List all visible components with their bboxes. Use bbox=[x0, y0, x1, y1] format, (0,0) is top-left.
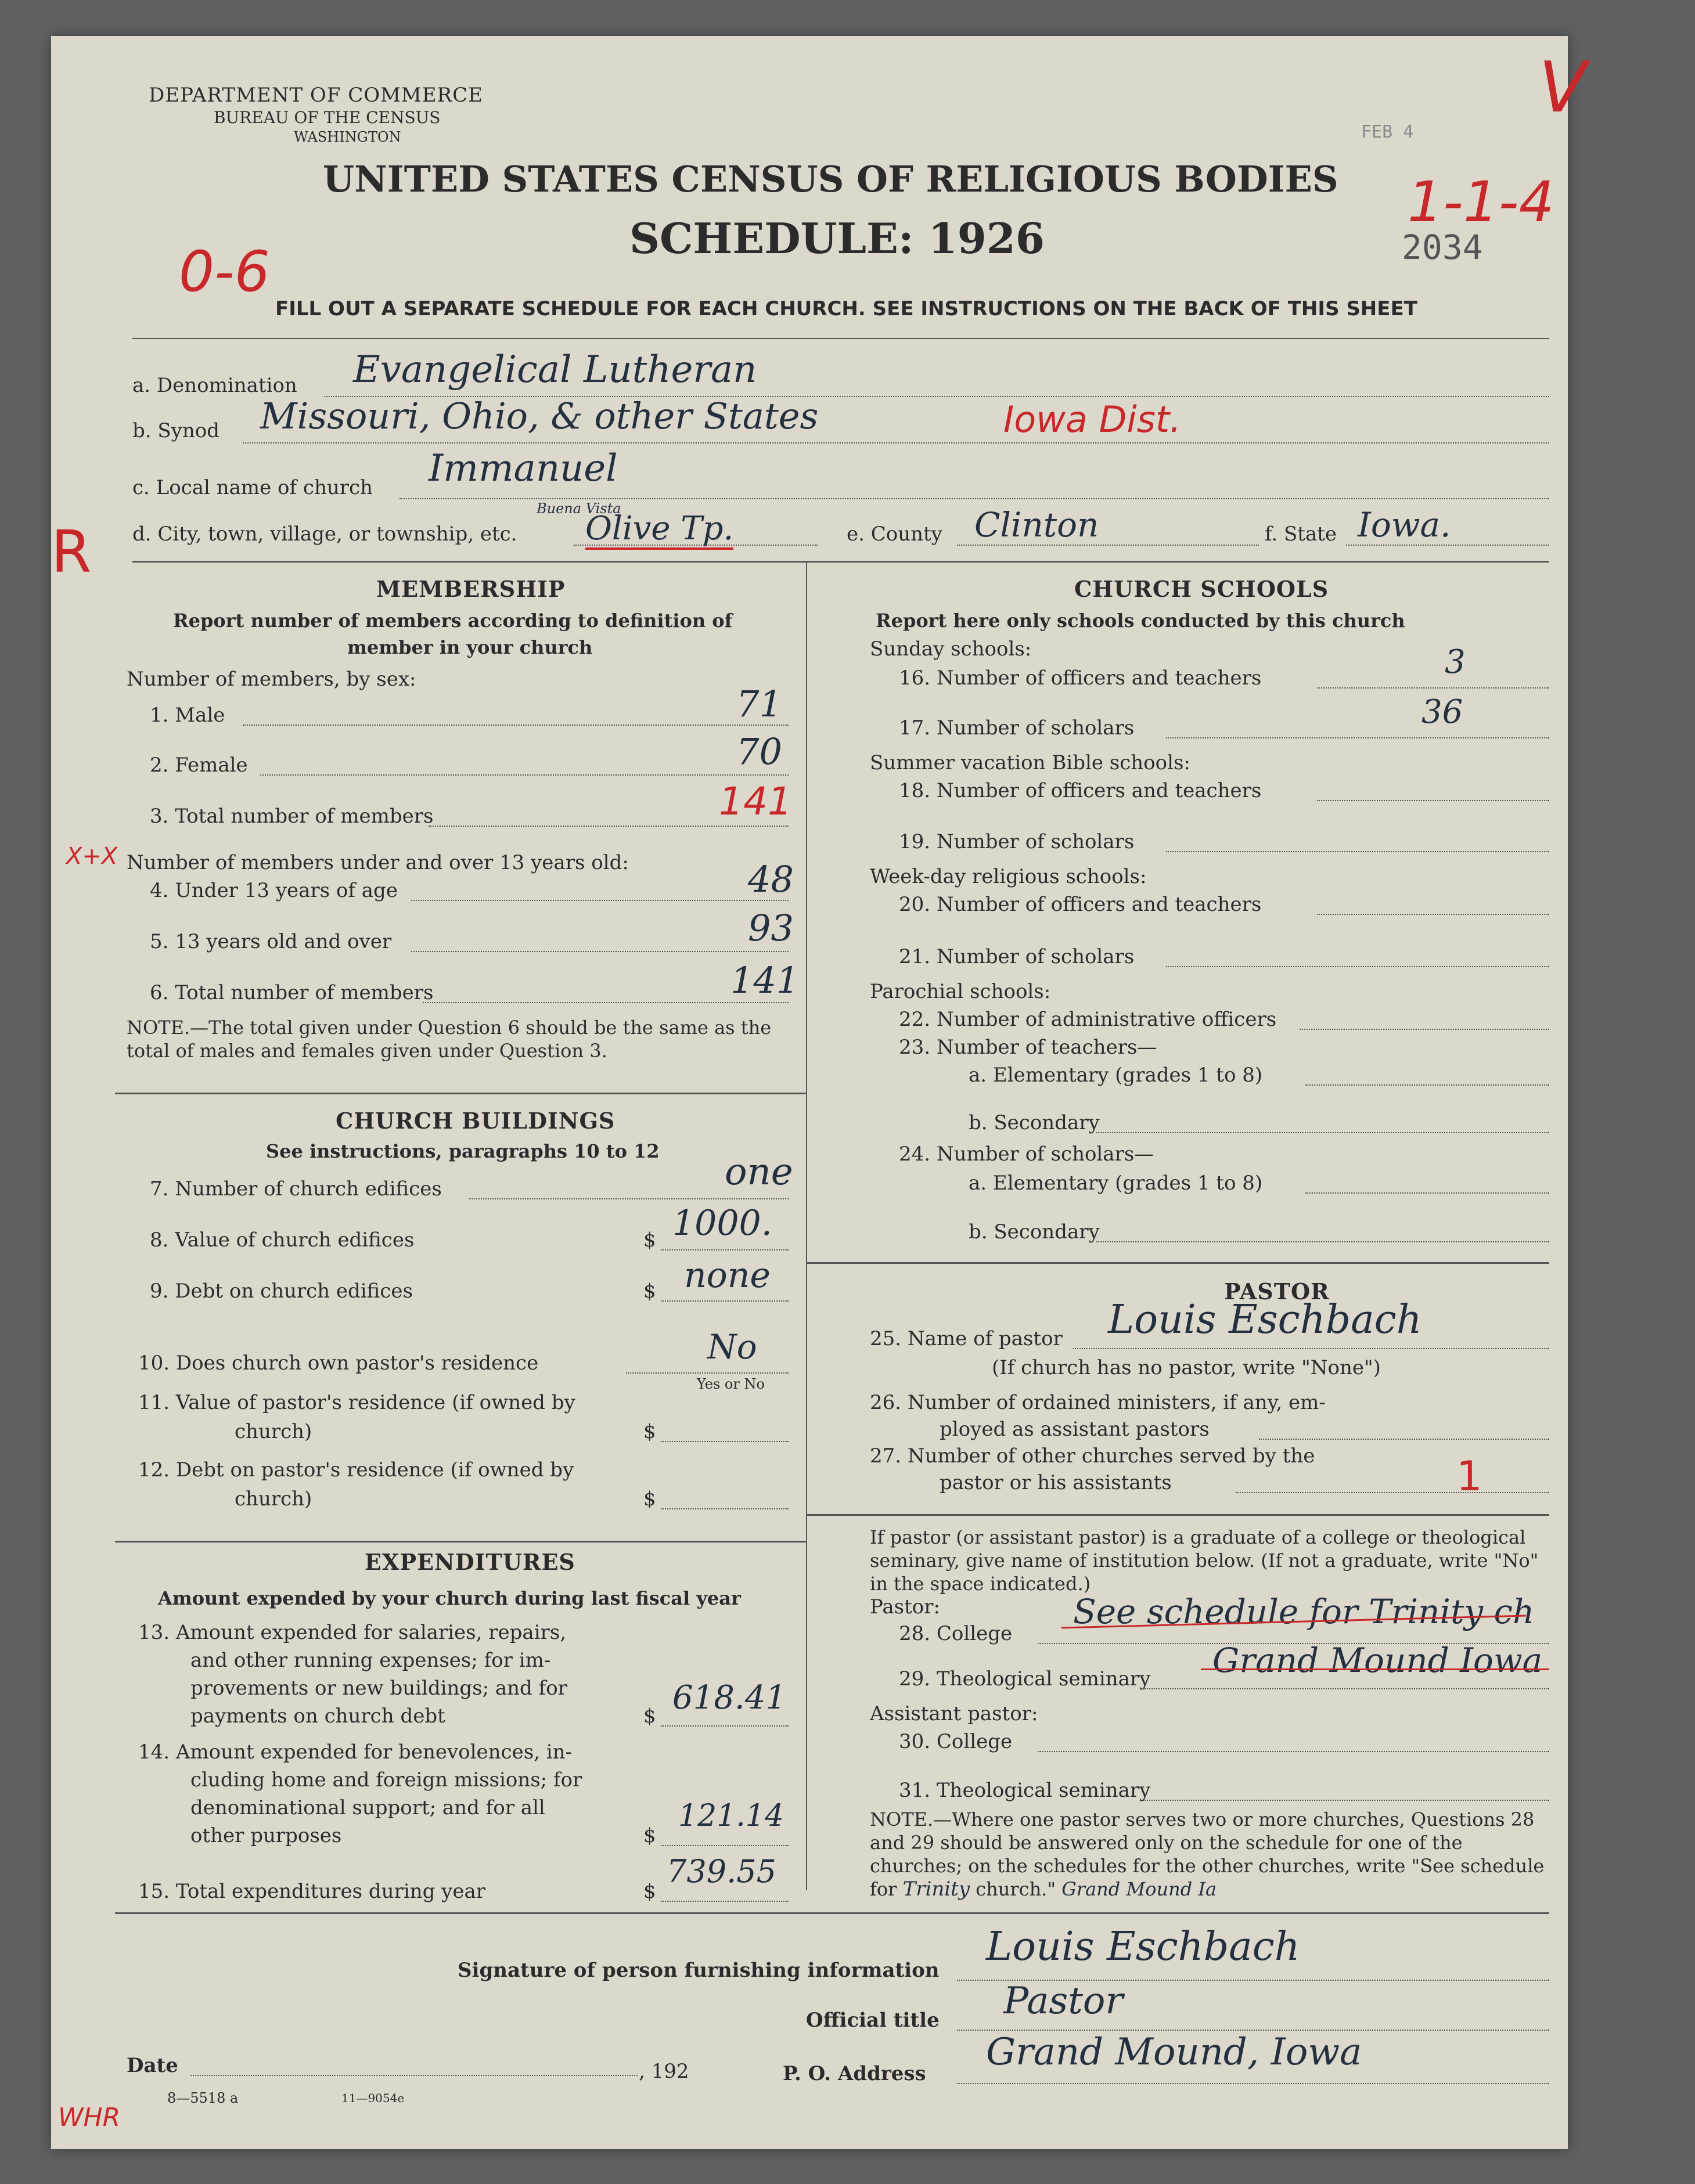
city-above-value: Buena Vista bbox=[537, 500, 621, 517]
red-bottom-initials: WHR bbox=[58, 2103, 121, 2132]
red-check-top: V bbox=[1539, 48, 1587, 128]
red-code-top-right: 1-1-4 bbox=[1408, 170, 1554, 235]
city-heading: WASHINGTON bbox=[294, 129, 401, 145]
q23a-label: a. Elementary (grades 1 to 8) bbox=[969, 1064, 1263, 1087]
schools-sub: Report here only schools conducted by this church bbox=[876, 610, 1405, 632]
members-by-age-label: Number of members under and over 13 years old: bbox=[127, 851, 629, 874]
pastor-note bbox=[870, 1808, 1549, 1901]
schools-title: CHURCH SCHOOLS bbox=[1074, 576, 1329, 602]
print-number: 11—9054e bbox=[341, 2091, 405, 2105]
q18-label: 18. Number of officers and teachers bbox=[899, 779, 1262, 802]
q25-label: 25. Name of pastor bbox=[870, 1327, 1063, 1350]
q1-male-value: 71 bbox=[736, 683, 782, 725]
q27-label-2: pastor or his assistants bbox=[940, 1471, 1172, 1494]
graduate-note: If pastor (or assistant pastor) is a graduate of a college or theological seminary, give name of institution below. (If not a graduate, write "No" in the space indicated.) bbox=[870, 1526, 1539, 1595]
received-stamp-date: FEB 4 bbox=[1361, 122, 1414, 142]
form-number: 8—5518 a bbox=[167, 2090, 239, 2106]
date-label: Date bbox=[127, 2054, 178, 2077]
q14-label: 14. Amount expended for benevolences, in- bbox=[138, 1740, 573, 1764]
sunday-schools-label: Sunday schools: bbox=[870, 637, 1032, 661]
instructions-line: FILL OUT A SEPARATE SCHEDULE FOR EACH CHURCH. SEE INSTRUCTIONS ON THE BACK OF THIS SHEET bbox=[275, 297, 1417, 320]
q6-total-value: 141 bbox=[730, 959, 800, 1001]
form-title: UNITED STATES CENSUS OF RELIGIOUS BODIES bbox=[323, 158, 1338, 200]
q9-dollar: $ bbox=[643, 1280, 656, 1303]
q14-dollar: $ bbox=[643, 1824, 656, 1847]
q10-label: 10. Does church own pastor's residence bbox=[138, 1352, 539, 1375]
weekday-schools-label: Week-day religious schools: bbox=[870, 865, 1147, 888]
county-value: Clinton bbox=[974, 505, 1099, 545]
q15-dollar: $ bbox=[643, 1880, 656, 1903]
district-value: Iowa Dist. bbox=[1003, 398, 1181, 441]
pastor-title: PASTOR bbox=[1224, 1278, 1330, 1304]
q3-total-value: 141 bbox=[719, 779, 792, 824]
q19-label: 19. Number of scholars bbox=[899, 830, 1135, 853]
q4-label: 4. Under 13 years of age bbox=[150, 879, 398, 902]
parochial-schools-label: Parochial schools: bbox=[870, 980, 1051, 1003]
q16-label: 16. Number of officers and teachers bbox=[899, 666, 1262, 690]
q10-value: No bbox=[707, 1327, 757, 1367]
q14-value: 121.14 bbox=[678, 1799, 784, 1833]
summer-schools-label: Summer vacation Bible schools: bbox=[870, 751, 1190, 774]
q22-label: 22. Number of administrative officers bbox=[899, 1008, 1277, 1031]
q28-label: 28. College bbox=[899, 1622, 1013, 1645]
pastor-name-value: Louis Eschbach bbox=[1108, 1297, 1422, 1343]
signature-label: Signature of person furnishing information bbox=[458, 1959, 940, 1982]
po-address-value: Grand Mound, Iowa bbox=[986, 2031, 1362, 2074]
q24b-label: b. Secondary bbox=[969, 1220, 1100, 1244]
q23b-label: b. Secondary bbox=[969, 1111, 1100, 1134]
q26-label-2: ployed as assistant pastors bbox=[940, 1418, 1210, 1441]
q15-total-value: 739.55 bbox=[667, 1853, 776, 1890]
q7-label: 7. Number of church edifices bbox=[150, 1177, 442, 1201]
q24-label: 24. Number of scholars— bbox=[899, 1143, 1154, 1166]
q21-label: 21. Number of scholars bbox=[899, 945, 1135, 968]
q9-label: 9. Debt on church edifices bbox=[150, 1280, 413, 1303]
date-year: , 192 bbox=[639, 2060, 689, 2083]
q11-dollar: $ bbox=[643, 1420, 656, 1443]
members-by-sex-label: Number of members, by sex: bbox=[127, 668, 416, 691]
q5-over13-value: 93 bbox=[748, 907, 794, 949]
q13-dollar: $ bbox=[643, 1704, 656, 1728]
pastor-sub-label: Pastor: bbox=[870, 1595, 940, 1619]
stamp-number: 2034 bbox=[1402, 228, 1483, 267]
q20-label: 20. Number of officers and teachers bbox=[899, 893, 1262, 916]
buildings-sub: See instructions, paragraphs 10 to 12 bbox=[266, 1140, 660, 1162]
q8-dollar: $ bbox=[643, 1228, 656, 1252]
q26-label: 26. Number of ordained ministers, if any, em- bbox=[870, 1391, 1326, 1414]
q28-value: See schedule for Trinity ch bbox=[1073, 1592, 1535, 1631]
official-title-value: Pastor bbox=[1003, 1980, 1124, 2023]
q29-label: 29. Theological seminary bbox=[899, 1667, 1151, 1691]
q13-value: 618.41 bbox=[672, 1679, 786, 1717]
state-value: Iowa. bbox=[1358, 505, 1451, 545]
census-schedule-sheet bbox=[51, 36, 1587, 2149]
county-label: e. County bbox=[847, 522, 942, 546]
pastor-note-end: church." bbox=[976, 1878, 1056, 1900]
q25-note: (If church has no pastor, write "None") bbox=[992, 1356, 1381, 1379]
signature-value: Louis Eschbach bbox=[986, 1924, 1300, 1970]
denomination-label: a. Denomination bbox=[132, 374, 297, 397]
red-side-mark: X+X bbox=[66, 843, 118, 870]
q24a-label: a. Elementary (grades 1 to 8) bbox=[969, 1172, 1263, 1195]
po-address-label: P. O. Address bbox=[783, 2062, 926, 2085]
q3-label: 3. Total number of members bbox=[150, 805, 434, 828]
membership-sub1: Report number of members according to definition of bbox=[173, 610, 733, 632]
q13-label-3: provements or new buildings; and for bbox=[190, 1677, 567, 1700]
expenditures-sub: Amount expended by your church during last fiscal year bbox=[158, 1587, 741, 1609]
q9-debt-value: none bbox=[684, 1255, 771, 1296]
q12-dollar: $ bbox=[643, 1487, 656, 1511]
q11-label-2: church) bbox=[235, 1420, 312, 1443]
local-name-value: Immanuel bbox=[429, 447, 618, 490]
q1-label: 1. Male bbox=[150, 704, 225, 727]
q17-value: 36 bbox=[1422, 693, 1463, 731]
q8-value: 1000. bbox=[672, 1203, 772, 1244]
q27-value: 1 bbox=[1456, 1453, 1482, 1500]
q4-under13-value: 48 bbox=[748, 858, 794, 900]
q14-label-4: other purposes bbox=[190, 1824, 342, 1847]
schedule-title: SCHEDULE: 1926 bbox=[629, 214, 1045, 263]
q23-label: 23. Number of teachers— bbox=[899, 1036, 1157, 1059]
q15-label: 15. Total expenditures during year bbox=[138, 1880, 486, 1903]
membership-note: NOTE.—The total given under Question 6 should be the same as the total of males and females given under Question 3. bbox=[127, 1017, 772, 1062]
q12-label-2: church) bbox=[235, 1487, 312, 1511]
denomination-value: Evangelical Lutheran bbox=[353, 348, 757, 391]
header-rule bbox=[132, 338, 1549, 339]
city-label: d. City, town, village, or township, etc. bbox=[132, 522, 517, 546]
local-name-label: c. Local name of church bbox=[132, 476, 373, 499]
dept-heading: DEPARTMENT OF COMMERCE bbox=[149, 84, 483, 107]
expenditures-title: EXPENDITURES bbox=[365, 1549, 575, 1575]
q7-edifices-value: one bbox=[725, 1151, 793, 1194]
q12-label: 12. Debt on pastor's residence (if owned by bbox=[138, 1458, 574, 1482]
q13-label-2: and other running expenses; for im- bbox=[190, 1649, 551, 1672]
red-code-top-left: 0-6 bbox=[179, 239, 270, 304]
q2-label: 2. Female bbox=[150, 754, 248, 777]
buildings-title: CHURCH BUILDINGS bbox=[336, 1108, 616, 1134]
q16-value: 3 bbox=[1445, 643, 1466, 681]
q2-female-value: 70 bbox=[736, 730, 782, 773]
official-title-label: Official title bbox=[806, 2009, 940, 2032]
q17-label: 17. Number of scholars bbox=[899, 716, 1135, 740]
q14-label-3: denominational support; and for all bbox=[190, 1796, 545, 1819]
q8-label: 8. Value of church edifices bbox=[150, 1228, 415, 1252]
q31-label: 31. Theological seminary bbox=[899, 1779, 1151, 1802]
membership-sub2: member in your church bbox=[347, 636, 593, 658]
assistant-pastor-label: Assistant pastor: bbox=[870, 1702, 1038, 1725]
q29-value: Grand Mound Iowa bbox=[1212, 1641, 1543, 1680]
pastor-note-text: NOTE.—Where one pastor serves two or more churches, Questions 28 and 29 should be answered only on the schedule for one of the churches; on the schedules for the other churches, write "See schedule for bbox=[870, 1808, 1545, 1900]
city-value: Olive Tp. bbox=[585, 510, 733, 550]
q11-label: 11. Value of pastor's residence (if owned by bbox=[138, 1391, 575, 1414]
q6-label: 6. Total number of members bbox=[150, 981, 434, 1004]
state-label: f. State bbox=[1265, 522, 1337, 546]
yes-no-caption: Yes or No bbox=[697, 1376, 765, 1392]
q27-label: 27. Number of other churches served by the bbox=[870, 1444, 1315, 1468]
bureau-heading: BUREAU OF THE CENSUS bbox=[214, 108, 441, 127]
pastor-note-fill: Trinity bbox=[902, 1877, 970, 1901]
pastor-note-extra: Grand Mound Ia bbox=[1061, 1878, 1217, 1900]
q13-label-4: payments on church debt bbox=[190, 1704, 445, 1728]
q30-label: 30. College bbox=[899, 1730, 1013, 1753]
membership-title: MEMBERSHIP bbox=[376, 576, 566, 602]
q5-label: 5. 13 years old and over bbox=[150, 930, 392, 953]
synod-label: b. Synod bbox=[132, 419, 220, 442]
q14-label-2: cluding home and foreign missions; for bbox=[190, 1768, 582, 1792]
synod-value: Missouri, Ohio, & other States bbox=[260, 395, 819, 437]
red-letter-r: R bbox=[51, 518, 92, 586]
q13-label: 13. Amount expended for salaries, repairs, bbox=[138, 1621, 567, 1644]
